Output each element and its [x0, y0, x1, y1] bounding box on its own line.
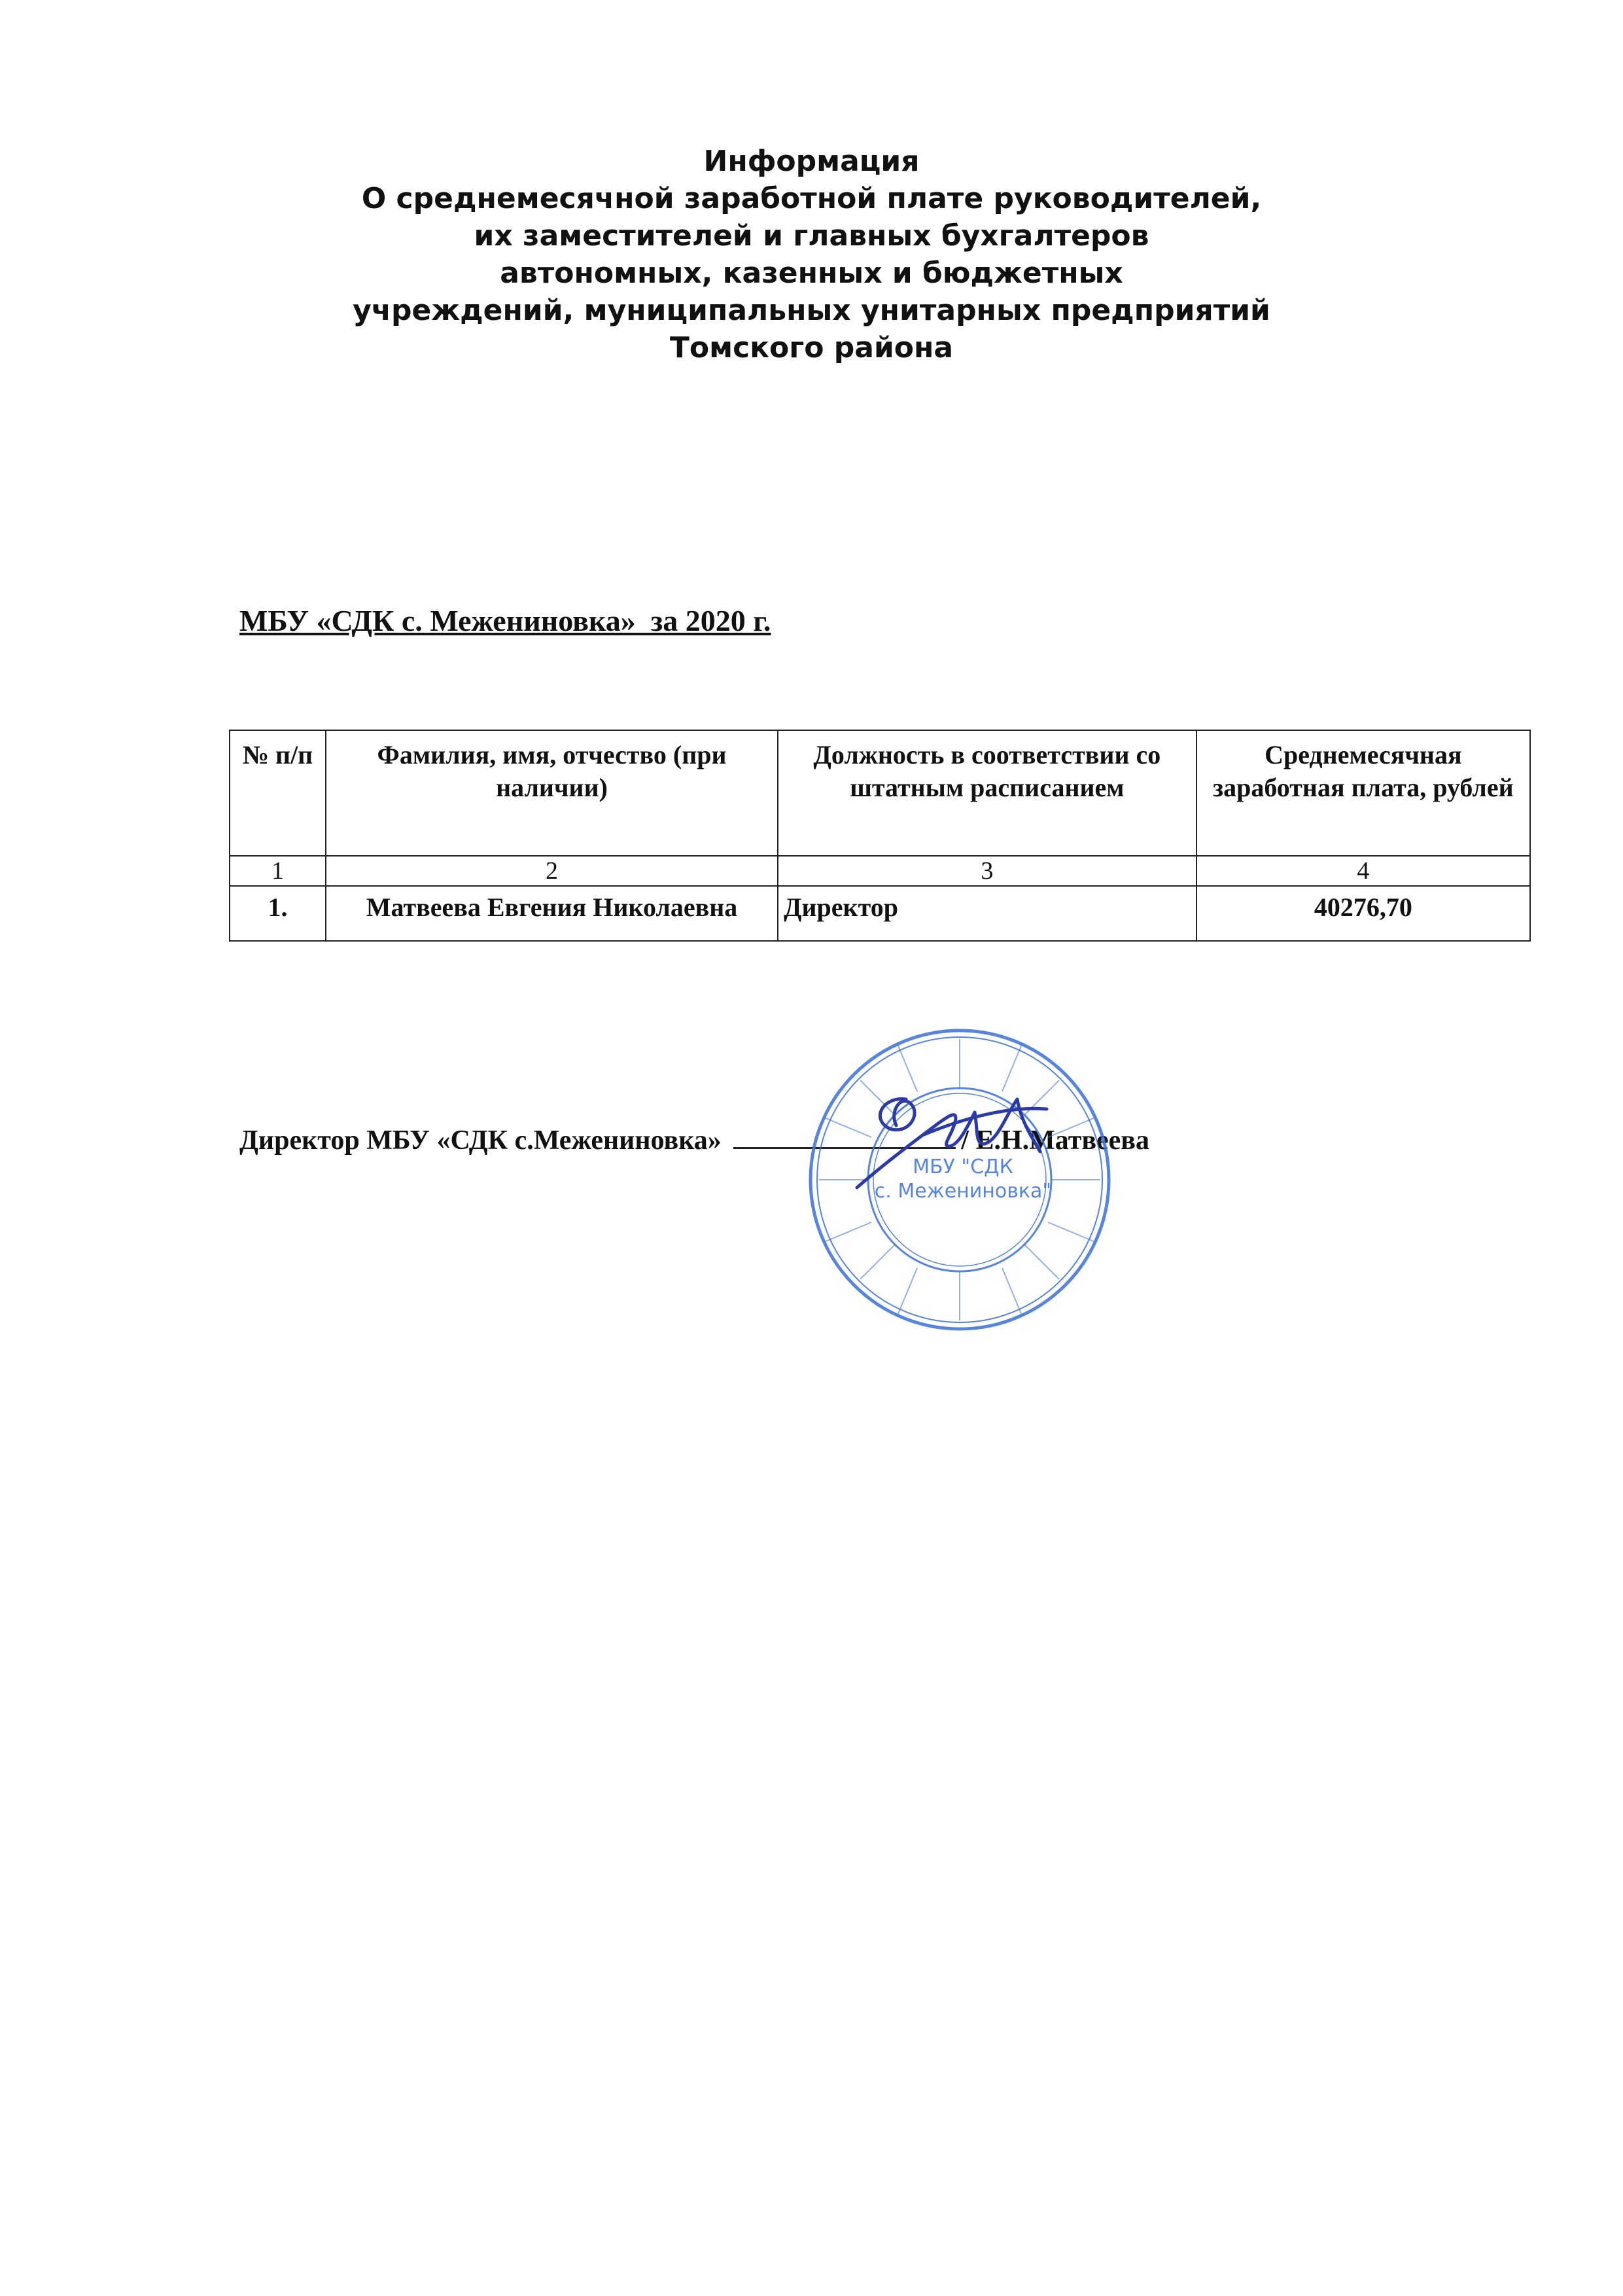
title-line-1: Информация [703, 145, 920, 178]
header-position: Должность в соответствии со штатным расписанием [778, 730, 1196, 856]
stamp-center-text-2: с. Межениновка" [874, 1180, 1052, 1203]
signer-name: Е.Н.Матвеева [975, 1125, 1149, 1156]
title-line-3: их заместителей и главных бухгалтеров [474, 219, 1149, 253]
row-number: 1. [230, 886, 326, 941]
table-row [230, 886, 1530, 941]
stamp-center-text-1: МБУ "СДК [913, 1156, 1013, 1178]
row-salary: 40276,70 [1196, 886, 1530, 941]
header-number: № п/п [230, 730, 326, 856]
title-line-4: автономных, казенных и бюджетных [500, 256, 1123, 290]
index-cell: 2 [326, 856, 778, 886]
signer-role: Директор МБУ «СДК с.Межениновка» [239, 1125, 722, 1156]
signature-separator: / [961, 1125, 969, 1156]
row-position: Директор [778, 886, 1196, 941]
index-cell: 1 [230, 856, 326, 886]
title-line-6: Томского района [669, 331, 954, 364]
header-full-name: Фамилия, имя, отчество (при наличии) [326, 730, 778, 856]
handwritten-signature-icon [844, 1073, 1053, 1191]
title-line-2: О среднемесячной заработной плате руководителей, [361, 182, 1262, 215]
header-salary: Среднемесячная заработная плата, рублей [1196, 730, 1530, 856]
index-cell: 4 [1196, 856, 1530, 886]
table-header-row [230, 730, 1530, 856]
organization-period: МБУ «СДК с. Межениновка» за 2020 г. [239, 604, 771, 637]
title-line-5: учреждений, муниципальных унитарных предприятий [353, 294, 1270, 327]
table-index-row [230, 856, 1530, 886]
row-full-name: Матвеева Евгения Николаевна [326, 886, 778, 941]
document-title [0, 143, 1623, 366]
salary-table [229, 730, 1531, 942]
index-cell: 3 [778, 856, 1196, 886]
